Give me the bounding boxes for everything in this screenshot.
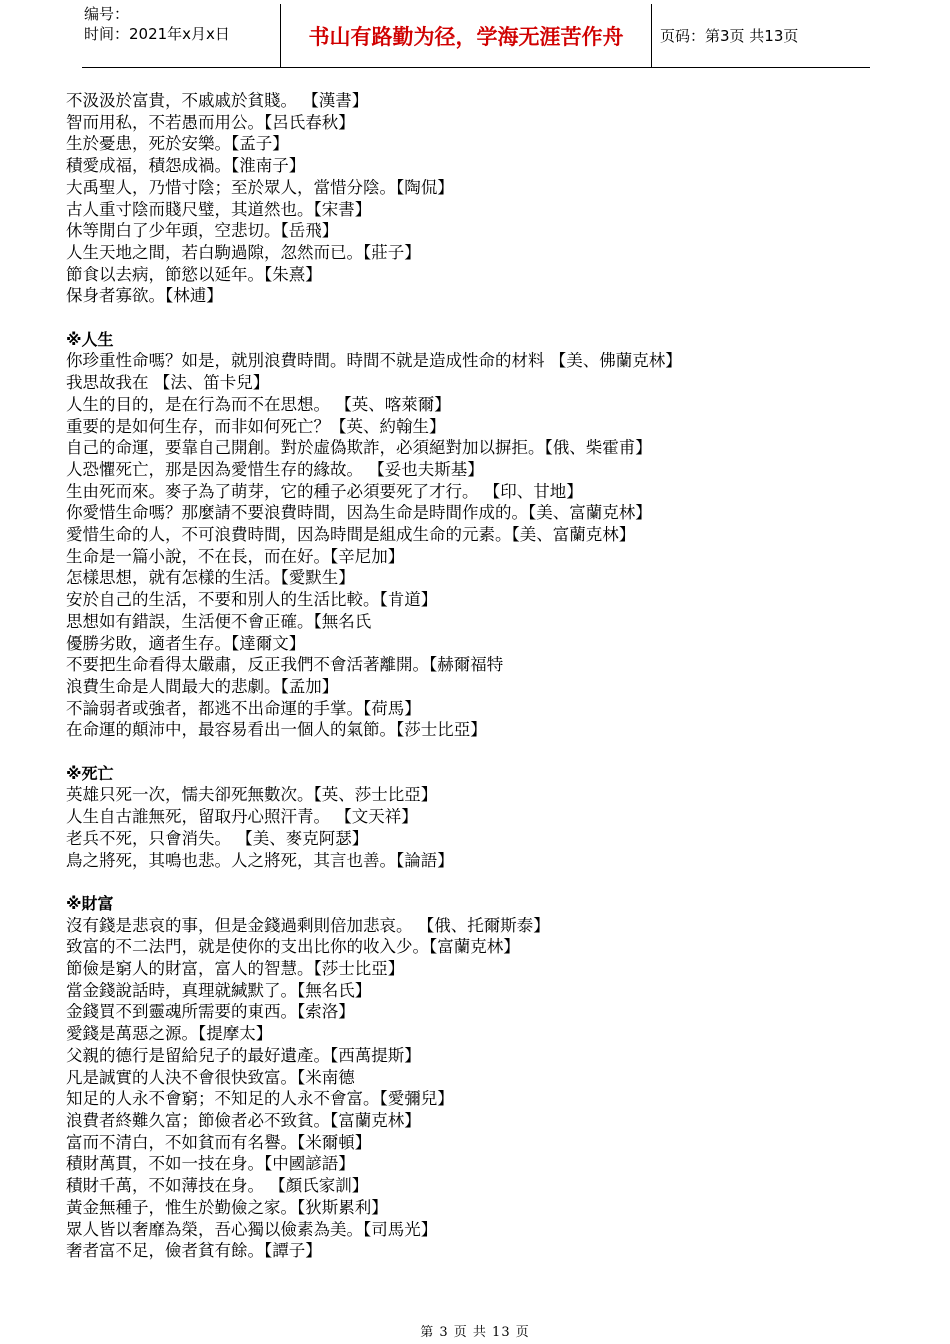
header-motto: 书山有路勤为径，学海无涯苦作舟 bbox=[281, 4, 652, 68]
quote-line: 人生天地之間，若白駒過隙，忽然而已。【莊子】 bbox=[66, 242, 421, 262]
quote-line: 人生的目的，是在行為而不在思想。 【英、喀萊爾】 bbox=[66, 394, 451, 414]
quote-line: 父親的德行是留給兒子的最好遺產。【西萬提斯】 bbox=[66, 1045, 421, 1065]
quote-line: 英雄只死一次，懦夫卻死無數次。【英、莎士比亞】 bbox=[66, 785, 438, 805]
quote-line: 奢者富不足，儉者貧有餘。【譚子】 bbox=[66, 1241, 322, 1261]
quote-line: 凡是誠實的人決不會很快致富。【米南德 bbox=[66, 1067, 355, 1087]
quote-line: 保身者寡欲。【林逋】 bbox=[66, 286, 223, 306]
quote-line: 優勝劣敗，適者生存。【達爾文】 bbox=[66, 633, 306, 653]
quote-line: 黃金無種子，惟生於勤儉之家。【狄斯累利】 bbox=[66, 1197, 388, 1217]
quote-line: 富而不清白，不如貧而有名譽。【米爾頓】 bbox=[66, 1132, 372, 1152]
quote-line: 浪費者終難久富；節儉者必不致貧。【富蘭克林】 bbox=[66, 1111, 421, 1130]
quote-line: 知足的人永不會窮；不知足的人永不會富。【愛彌兒】 bbox=[66, 1089, 454, 1109]
quote-line: 生於憂患，死於安樂。【孟子】 bbox=[66, 134, 289, 154]
quote-line: 自己的命運，要靠自己開創。對於虛偽欺詐，必須絕對加以摒拒。【俄、柴霍甫】 bbox=[66, 438, 652, 458]
quote-line: 我思故我在 【法、笛卡兒】 bbox=[66, 373, 270, 393]
header-page-indicator: 页码：第3页 共13页 bbox=[652, 4, 871, 68]
quote-line: 你珍重性命嗎？如是，就別浪費時間。時間不就是造成性命的材料 【美、佛蘭克林】 bbox=[66, 351, 682, 371]
quote-line: 休等閒白了少年頭，空悲切。【岳飛】 bbox=[66, 221, 339, 241]
header-info-cell bbox=[82, 4, 281, 68]
quote-line: 安於自己的生活，不要和別人的生活比較。【肯道】 bbox=[66, 590, 438, 610]
quote-line: 生命是一篇小說，不在長，而在好。【辛尼加】 bbox=[66, 546, 405, 566]
quote-line: 浪費生命是人間最大的悲劇。【孟加】 bbox=[66, 676, 339, 696]
quote-line: 不汲汲於富貴，不戚戚於貧賤。 【漢書】 bbox=[66, 91, 369, 110]
section-heading: ※死亡 bbox=[66, 763, 114, 783]
quote-line: 積財千萬，不如薄技在身。 【顏氏家訓】 bbox=[66, 1176, 369, 1196]
header-table bbox=[82, 4, 870, 68]
quote-line: 鳥之將死，其鳴也悲。人之將死，其言也善。【論語】 bbox=[66, 850, 454, 870]
quote-line: 當金錢說話時，真理就緘默了。【無名氏】 bbox=[66, 980, 372, 1000]
quote-line: 愛惜生命的人，不可浪費時間，因為時間是組成生命的元素。【美、富蘭克林】 bbox=[66, 525, 636, 545]
quote-line: 眾人皆以奢靡為榮，吾心獨以儉素為美。【司馬光】 bbox=[66, 1219, 438, 1239]
quote-line: 你愛惜生命嗎？那麼請不要浪費時間，因為生命是時間作成的。【美、富蘭克林】 bbox=[66, 503, 652, 523]
quote-line: 老兵不死，只會消失。 【美、麥克阿瑟】 bbox=[66, 828, 369, 848]
document-number-label: 编号： bbox=[84, 5, 130, 23]
section-heading: ※人生 bbox=[66, 329, 114, 349]
quote-line: 在命運的顛沛中，最容易看出一個人的氣節。【莎士比亞】 bbox=[66, 720, 487, 740]
quote-line: 古人重寸陰而賤尺璧，其道然也。【宋書】 bbox=[66, 199, 372, 219]
paragraph-gap bbox=[66, 307, 866, 329]
quote-line: 思想如有錯誤，生活便不會正確。【無名氏 bbox=[66, 611, 372, 631]
quote-line: 金錢買不到靈魂所需要的東西。【索洛】 bbox=[66, 1002, 355, 1022]
quote-line: 怎樣思想，就有怎樣的生活。【愛默生】 bbox=[66, 568, 355, 588]
paragraph-gap bbox=[66, 741, 866, 763]
quote-line: 不要把生命看得太嚴肅，反正我們不會活著離開。【赫爾福特 bbox=[66, 655, 504, 675]
quote-line: 智而用私，不若愚而用公。【呂氏春秋】 bbox=[66, 112, 355, 132]
quote-line: 生由死而來。麥子為了萌芽，它的種子必須要死了才行。 【印、甘地】 bbox=[66, 481, 583, 501]
quote-line: 節儉是窮人的財富，富人的智慧。【莎士比亞】 bbox=[66, 959, 405, 979]
quote-line: 致富的不二法門，就是使你的支出比你的收入少。【富蘭克林】 bbox=[66, 937, 520, 957]
quote-line: 積愛成福，積怨成禍。【淮南子】 bbox=[66, 156, 306, 176]
page-footer: 第 3 页 共 13 页 bbox=[420, 1325, 530, 1340]
quote-line: 積財萬貫，不如一技在身。【中國諺語】 bbox=[66, 1154, 355, 1174]
paragraph-gap bbox=[66, 871, 866, 893]
quote-line: 愛錢是萬惡之源。【提摩太】 bbox=[66, 1024, 273, 1044]
document-time-label: 时间：2021年x月x日 bbox=[84, 25, 230, 43]
quote-line: 沒有錢是悲哀的事，但是金錢過剩則倍加悲哀。 【俄、托爾斯泰】 bbox=[66, 915, 550, 935]
quote-line: 人生自古誰無死，留取丹心照汗青。 【文天祥】 bbox=[66, 807, 418, 827]
quote-line: 大禹聖人，乃惜寸陰；至於眾人，當惜分陰。【陶侃】 bbox=[66, 177, 454, 197]
quote-line: 重要的是如何生存，而非如何死亡？【英、約翰生】 bbox=[66, 416, 446, 436]
quote-line: 節食以去病，節慾以延年。【朱熹】 bbox=[66, 264, 322, 284]
document-body bbox=[66, 90, 866, 1262]
section-heading: ※財富 bbox=[66, 893, 114, 913]
quote-line: 人恐懼死亡，那是因為愛惜生存的緣故。 【妥也夫斯基】 bbox=[66, 459, 484, 479]
quote-line: 不論弱者或強者，都逃不出命運的手掌。【荷馬】 bbox=[66, 698, 421, 718]
